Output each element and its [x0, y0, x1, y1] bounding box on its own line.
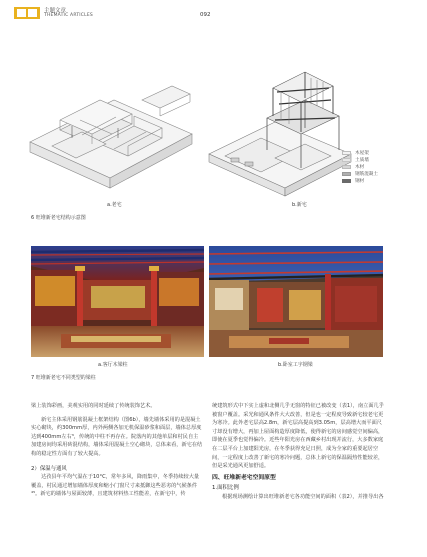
legend-swatch-earth-wall: [342, 158, 351, 162]
legend-item: [342, 170, 378, 177]
figure-7a-caption: a.客厅木梁柱: [98, 362, 128, 368]
figure-6-legend: [342, 150, 378, 184]
paragraph: 统建筑形式中下实上虚和北侧几乎无窗的特征已被改变（表1），南立面几乎被窗户覆盖。采光和通风条件大大改善，但是也一定程度导致新宅较老宅更为寒冷。此外老宅层高2.8m，新宅层高提高到3.05m，层高增大而平面尺寸却没有增大，再加上屋面构造厚度降低，使得新宅的房间感觉空间偏高，即使在夏季也觉得偏冷。近些年阳光房在西藏乡村出现并流行，大多数家庭在二层平台上加建阳光房，在冬季获得充足日照，成为全家的重要起居空间，一定程度上改善了新宅的寒冷问题，总体上新宅的保温隔热性能较差，但是采光通风更加舒适。: [212, 403, 384, 470]
legend-label: 钢材: [355, 178, 365, 184]
legend-swatch-steel: [342, 179, 351, 183]
subsection-heading: 1.面积比例: [212, 485, 239, 492]
paragraph: 达孜县年平均气温在于10°C，常年多风，降雨集中，冬季持续较大量覆盖，村民通过增加墙体厚度和缩小门窗尺寸来抵御这些恶劣的气候条件⁴⁵。新宅的墙体与屋面较薄，且建筑材料热工性能差，在新宅中，传: [31, 474, 200, 498]
legend-item: [342, 177, 378, 184]
figure-7a-living-room-photo: [31, 246, 204, 357]
figure-6b-new-house-axonometric: [205, 58, 355, 203]
section-title-cn: 主题文章: [44, 8, 67, 14]
legend-label: 木材: [355, 164, 365, 170]
legend-label: 木屋架: [355, 151, 369, 157]
magazine-logo: [14, 7, 40, 19]
legend-swatch-timber-roof: [342, 151, 351, 155]
logo-notch-left: [17, 9, 26, 17]
paragraph: 根据现场测绘计算出旺堆新老宅各功能空间的面积（表2），并推导出各: [222, 493, 384, 500]
figure-6a-old-house-axonometric: [22, 60, 200, 195]
section-title-en: THEMATIC ARTICLES: [44, 13, 93, 18]
section-heading: 四、旺堆新老宅空间原型: [212, 474, 276, 481]
legend-swatch-reinforced-concrete: [342, 172, 351, 176]
paragraph: 梁上装饰彩画，美观实用的同时延续了传统装饰艺术。: [31, 403, 156, 409]
legend-label: 土质墙: [355, 158, 369, 164]
subsection-heading: 2）保温与通风: [31, 465, 67, 472]
legend-label: 钢筋混凝土: [355, 171, 378, 177]
legend-item: [342, 150, 378, 157]
figure-7b-caption: b.卧室工字钢梁: [278, 362, 313, 368]
left-text-column: [31, 402, 203, 499]
logo-notch-right: [28, 9, 37, 17]
figure-7b-bedroom-photo: [209, 246, 383, 357]
figure-6b-caption: b.新宅: [292, 202, 307, 208]
legend-item: [342, 157, 378, 164]
page-number: 092: [200, 12, 211, 18]
legend-item: [342, 164, 378, 171]
legend-swatch-timber: [342, 165, 351, 169]
figure-6a-caption: a.老宅: [107, 202, 122, 208]
figure-7-caption: 7 旺堆新老宅不同类型的梁柱: [31, 375, 96, 381]
right-text-column: [212, 402, 384, 502]
paragraph: 新宅主体采用钢筋混凝土框架结构（图6b），墙先墙体采用的是混凝土实心砌块，约300mm厚，内外两侧各加无机保温砂浆和面层，墙体总厚度达到400mm左右³，传统的中柱不再存在。院落内的其他单层和村民自主加建房间均采用砖混结构，墙体采用混凝土空心砌块，总体来看，新宅在结构的稳定性方面有了较大提高。: [31, 416, 203, 457]
figure-6-caption: 6 旺堆新老宅结构示意图: [31, 215, 86, 221]
